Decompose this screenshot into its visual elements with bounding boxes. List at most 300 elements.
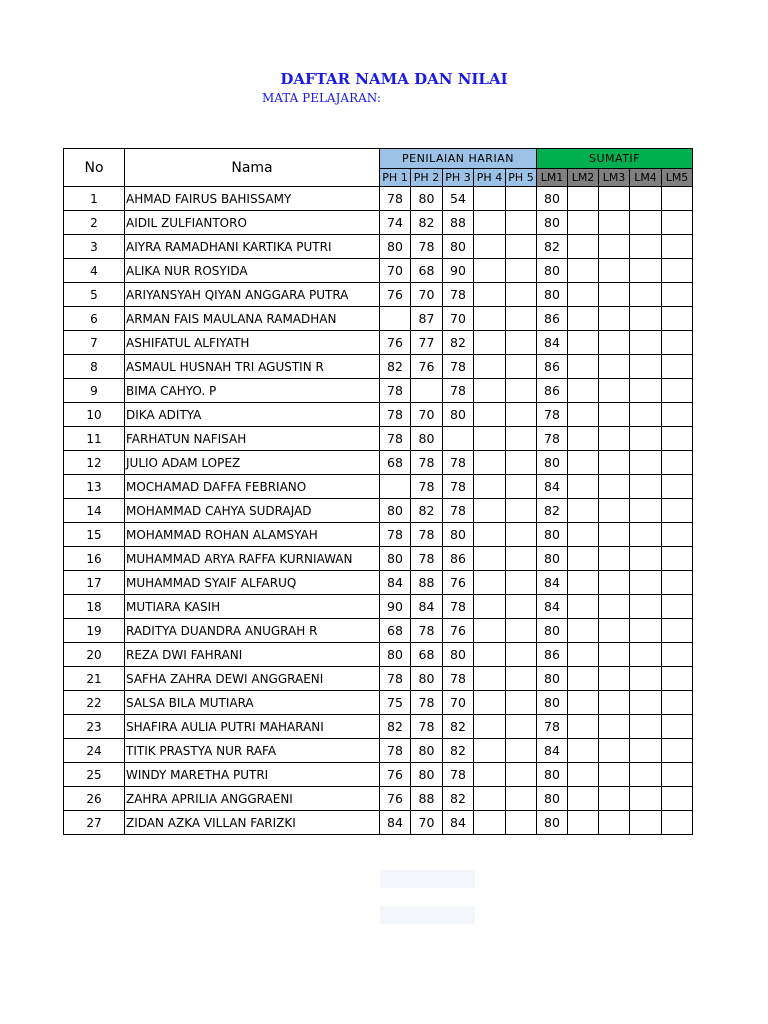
ph-1-score: 78: [380, 427, 411, 451]
student-number: 23: [64, 715, 125, 739]
ph-4-score: [474, 235, 506, 259]
lm-5-score: [662, 475, 693, 499]
ph-3-score: 78: [443, 763, 474, 787]
ph-1-score: 78: [380, 739, 411, 763]
lm-2-score: [568, 691, 599, 715]
lm-4-score: [630, 715, 662, 739]
ph-2-score: 80: [411, 739, 443, 763]
ph-4-score: [474, 811, 506, 835]
lm-1-score: 80: [537, 691, 568, 715]
lm-1-score: 80: [537, 259, 568, 283]
lm-5-score: [662, 787, 693, 811]
ph-2-score: 70: [411, 403, 443, 427]
lm-1-score: 82: [537, 235, 568, 259]
student-name: AIYRA RAMADHANI KARTIKA PUTRI: [125, 235, 380, 259]
lm-3-score: [599, 667, 630, 691]
ph-2-score: 88: [411, 787, 443, 811]
lm-5-score: [662, 811, 693, 835]
ph-5-score: [506, 259, 537, 283]
lm-4-score: [630, 379, 662, 403]
lm-2-score: [568, 619, 599, 643]
ph-5-score: [506, 283, 537, 307]
lm-1-score: 80: [537, 523, 568, 547]
ph-3-score: 90: [443, 259, 474, 283]
lm-5-score: [662, 571, 693, 595]
ph-1-score: 84: [380, 811, 411, 835]
ph-5-score: [506, 523, 537, 547]
table-row: [64, 667, 693, 691]
ph-5-score: [506, 547, 537, 571]
ph-5-score: [506, 787, 537, 811]
lm-5-score: [662, 259, 693, 283]
ph-2-score: 87: [411, 307, 443, 331]
ph-5-score: [506, 739, 537, 763]
lm-3-score: [599, 523, 630, 547]
ph-4-score: [474, 307, 506, 331]
ph-2-score: 68: [411, 259, 443, 283]
header-ph-4: PH 4: [474, 169, 506, 187]
ph-4-score: [474, 475, 506, 499]
student-number: 13: [64, 475, 125, 499]
student-name: ARIYANSYAH QIYAN ANGGARA PUTRA: [125, 283, 380, 307]
student-name: ARMAN FAIS MAULANA RAMADHAN: [125, 307, 380, 331]
table-row: [64, 811, 693, 835]
header-lm-5: LM5: [662, 169, 693, 187]
lm-1-score: 80: [537, 283, 568, 307]
ph-1-score: 78: [380, 379, 411, 403]
lm-1-score: 80: [537, 451, 568, 475]
ph-1-score: 68: [380, 451, 411, 475]
ph-2-score: 77: [411, 331, 443, 355]
ph-2-score: 82: [411, 211, 443, 235]
ph-5-score: [506, 355, 537, 379]
lm-1-score: 80: [537, 547, 568, 571]
student-number: 19: [64, 619, 125, 643]
student-number: 2: [64, 211, 125, 235]
ph-2-score: 88: [411, 571, 443, 595]
ph-4-score: [474, 547, 506, 571]
table-row: [64, 787, 693, 811]
lm-4-score: [630, 547, 662, 571]
ph-4-score: [474, 451, 506, 475]
lm-2-score: [568, 571, 599, 595]
lm-4-score: [630, 523, 662, 547]
ph-5-score: [506, 235, 537, 259]
ph-5-score: [506, 667, 537, 691]
lm-5-score: [662, 379, 693, 403]
table-row: [64, 547, 693, 571]
student-number: 26: [64, 787, 125, 811]
lm-4-score: [630, 355, 662, 379]
lm-3-score: [599, 499, 630, 523]
ph-1-score: 76: [380, 331, 411, 355]
student-name: MOHAMMAD ROHAN ALAMSYAH: [125, 523, 380, 547]
lm-2-score: [568, 427, 599, 451]
ph-5-score: [506, 691, 537, 715]
lm-2-score: [568, 547, 599, 571]
ph-3-score: 76: [443, 619, 474, 643]
ph-4-score: [474, 667, 506, 691]
student-number: 18: [64, 595, 125, 619]
table-row: [64, 691, 693, 715]
lm-4-score: [630, 403, 662, 427]
ph-5-score: [506, 763, 537, 787]
lm-2-score: [568, 379, 599, 403]
student-name: MUHAMMAD SYAIF ALFARUQ: [125, 571, 380, 595]
lm-3-score: [599, 307, 630, 331]
ph-2-score: 80: [411, 667, 443, 691]
student-rows: [64, 187, 693, 835]
lm-4-score: [630, 667, 662, 691]
ph-4-score: [474, 211, 506, 235]
ph-2-score: [411, 379, 443, 403]
student-number: 10: [64, 403, 125, 427]
lm-5-score: [662, 451, 693, 475]
ph-3-score: 78: [443, 595, 474, 619]
ph-4-score: [474, 283, 506, 307]
lm-5-score: [662, 211, 693, 235]
lm-1-score: 80: [537, 211, 568, 235]
ph-2-score: 78: [411, 523, 443, 547]
lm-2-score: [568, 211, 599, 235]
ph-1-score: 70: [380, 259, 411, 283]
ph-5-score: [506, 403, 537, 427]
ph-3-score: 76: [443, 571, 474, 595]
lm-5-score: [662, 715, 693, 739]
lm-1-score: 86: [537, 355, 568, 379]
ph-4-score: [474, 595, 506, 619]
ph-3-score: [443, 427, 474, 451]
table-row: [64, 187, 693, 211]
ph-4-score: [474, 355, 506, 379]
ph-3-score: 80: [443, 523, 474, 547]
lm-4-score: [630, 763, 662, 787]
lm-5-score: [662, 355, 693, 379]
ph-1-score: 75: [380, 691, 411, 715]
lm-2-score: [568, 331, 599, 355]
empty-cell-shade: [380, 870, 475, 888]
lm-5-score: [662, 307, 693, 331]
ph-4-score: [474, 739, 506, 763]
lm-3-score: [599, 259, 630, 283]
student-number: 6: [64, 307, 125, 331]
ph-1-score: 78: [380, 667, 411, 691]
ph-4-score: [474, 619, 506, 643]
lm-4-score: [630, 475, 662, 499]
lm-5-score: [662, 235, 693, 259]
ph-1-score: 82: [380, 355, 411, 379]
ph-3-score: 82: [443, 787, 474, 811]
ph-1-score: 74: [380, 211, 411, 235]
lm-1-score: 80: [537, 667, 568, 691]
student-name: FARHATUN NAFISAH: [125, 427, 380, 451]
student-number: 17: [64, 571, 125, 595]
ph-5-score: [506, 331, 537, 355]
student-name: WINDY MARETHA PUTRI: [125, 763, 380, 787]
student-name: ASHIFATUL ALFIYATH: [125, 331, 380, 355]
header-lm-1: LM1: [537, 169, 568, 187]
ph-2-score: 82: [411, 499, 443, 523]
lm-4-score: [630, 451, 662, 475]
lm-1-score: 78: [537, 403, 568, 427]
ph-3-score: 78: [443, 475, 474, 499]
ph-3-score: 78: [443, 283, 474, 307]
ph-1-score: [380, 475, 411, 499]
ph-5-score: [506, 595, 537, 619]
lm-5-score: [662, 283, 693, 307]
student-number: 16: [64, 547, 125, 571]
header-ph-5: PH 5: [506, 169, 537, 187]
lm-2-score: [568, 283, 599, 307]
student-number: 4: [64, 259, 125, 283]
table-row: [64, 571, 693, 595]
header-ph-3: PH 3: [443, 169, 474, 187]
lm-5-score: [662, 427, 693, 451]
ph-4-score: [474, 643, 506, 667]
ph-5-score: [506, 499, 537, 523]
lm-1-score: 84: [537, 739, 568, 763]
lm-2-score: [568, 475, 599, 499]
header-sumatif: SUMATIF: [537, 149, 693, 169]
lm-5-score: [662, 331, 693, 355]
lm-1-score: 84: [537, 475, 568, 499]
lm-3-score: [599, 283, 630, 307]
lm-5-score: [662, 595, 693, 619]
ph-2-score: 84: [411, 595, 443, 619]
lm-1-score: 80: [537, 619, 568, 643]
ph-4-score: [474, 259, 506, 283]
ph-2-score: 78: [411, 235, 443, 259]
ph-2-score: 68: [411, 643, 443, 667]
ph-5-score: [506, 619, 537, 643]
lm-1-score: 80: [537, 787, 568, 811]
student-number: 25: [64, 763, 125, 787]
lm-4-score: [630, 739, 662, 763]
lm-3-score: [599, 379, 630, 403]
lm-5-score: [662, 547, 693, 571]
ph-2-score: 80: [411, 427, 443, 451]
lm-4-score: [630, 787, 662, 811]
lm-1-score: 80: [537, 187, 568, 211]
table-row: [64, 499, 693, 523]
ph-1-score: 90: [380, 595, 411, 619]
lm-3-score: [599, 211, 630, 235]
student-name: ZIDAN AZKA VILLAN FARIZKI: [125, 811, 380, 835]
table-row: [64, 427, 693, 451]
student-number: 8: [64, 355, 125, 379]
ph-3-score: 78: [443, 355, 474, 379]
student-name: MOHAMMAD CAHYA SUDRAJAD: [125, 499, 380, 523]
lm-3-score: [599, 331, 630, 355]
student-name: AIDIL ZULFIANTORO: [125, 211, 380, 235]
ph-1-score: [380, 307, 411, 331]
lm-1-score: 86: [537, 643, 568, 667]
table-row: [64, 403, 693, 427]
lm-4-score: [630, 619, 662, 643]
header-lm-3: LM3: [599, 169, 630, 187]
ph-2-score: 78: [411, 547, 443, 571]
table-row: [64, 211, 693, 235]
lm-3-score: [599, 355, 630, 379]
ph-3-score: 78: [443, 451, 474, 475]
table-row: [64, 475, 693, 499]
ph-3-score: 86: [443, 547, 474, 571]
student-number: 15: [64, 523, 125, 547]
ph-2-score: 80: [411, 763, 443, 787]
lm-2-score: [568, 451, 599, 475]
lm-1-score: 84: [537, 571, 568, 595]
header-penilaian-harian: PENILAIAN HARIAN: [380, 149, 537, 169]
lm-1-score: 80: [537, 811, 568, 835]
ph-2-score: 70: [411, 811, 443, 835]
lm-3-score: [599, 619, 630, 643]
lm-4-score: [630, 331, 662, 355]
lm-1-score: 80: [537, 763, 568, 787]
lm-5-score: [662, 643, 693, 667]
ph-3-score: 54: [443, 187, 474, 211]
lm-2-score: [568, 763, 599, 787]
ph-5-score: [506, 643, 537, 667]
student-number: 5: [64, 283, 125, 307]
table-row: [64, 595, 693, 619]
lm-4-score: [630, 427, 662, 451]
student-number: 1: [64, 187, 125, 211]
student-name: SHAFIRA AULIA PUTRI MAHARANI: [125, 715, 380, 739]
lm-2-score: [568, 595, 599, 619]
lm-1-score: 86: [537, 379, 568, 403]
ph-1-score: 76: [380, 763, 411, 787]
lm-3-score: [599, 811, 630, 835]
student-name: REZA DWI FAHRANI: [125, 643, 380, 667]
student-name: ZAHRA APRILIA ANGGRAENI: [125, 787, 380, 811]
ph-1-score: 80: [380, 499, 411, 523]
ph-5-score: [506, 427, 537, 451]
lm-4-score: [630, 307, 662, 331]
ph-4-score: [474, 187, 506, 211]
student-number: 3: [64, 235, 125, 259]
ph-1-score: 82: [380, 715, 411, 739]
ph-2-score: 78: [411, 619, 443, 643]
lm-1-score: 84: [537, 331, 568, 355]
lm-5-score: [662, 403, 693, 427]
student-name: RADITYA DUANDRA ANUGRAH R: [125, 619, 380, 643]
lm-1-score: 82: [537, 499, 568, 523]
ph-4-score: [474, 331, 506, 355]
table-row: [64, 307, 693, 331]
ph-5-score: [506, 715, 537, 739]
lm-4-score: [630, 235, 662, 259]
lm-3-score: [599, 715, 630, 739]
ph-2-score: 78: [411, 691, 443, 715]
student-number: 22: [64, 691, 125, 715]
student-name: ASMAUL HUSNAH TRI AGUSTIN R: [125, 355, 380, 379]
page-title: DAFTAR NAMA DAN NILAI: [280, 70, 508, 88]
lm-3-score: [599, 643, 630, 667]
lm-4-score: [630, 283, 662, 307]
lm-2-score: [568, 235, 599, 259]
lm-4-score: [630, 643, 662, 667]
lm-2-score: [568, 403, 599, 427]
lm-4-score: [630, 187, 662, 211]
student-name: MOCHAMAD DAFFA FEBRIANO: [125, 475, 380, 499]
student-name: ALIKA NUR ROSYIDA: [125, 259, 380, 283]
lm-2-score: [568, 187, 599, 211]
ph-2-score: 80: [411, 187, 443, 211]
grade-table: [63, 148, 693, 835]
lm-1-score: 84: [537, 595, 568, 619]
student-name: MUTIARA KASIH: [125, 595, 380, 619]
ph-3-score: 82: [443, 739, 474, 763]
student-number: 20: [64, 643, 125, 667]
empty-cell-shade: [380, 906, 475, 924]
ph-3-score: 78: [443, 499, 474, 523]
lm-2-score: [568, 715, 599, 739]
ph-5-score: [506, 475, 537, 499]
ph-4-score: [474, 403, 506, 427]
ph-2-score: 78: [411, 475, 443, 499]
ph-1-score: 80: [380, 547, 411, 571]
ph-2-score: 78: [411, 715, 443, 739]
student-number: 9: [64, 379, 125, 403]
lm-2-score: [568, 523, 599, 547]
ph-3-score: 70: [443, 691, 474, 715]
lm-4-score: [630, 595, 662, 619]
ph-3-score: 80: [443, 403, 474, 427]
lm-2-score: [568, 643, 599, 667]
ph-4-score: [474, 715, 506, 739]
lm-2-score: [568, 811, 599, 835]
lm-2-score: [568, 355, 599, 379]
student-number: 12: [64, 451, 125, 475]
student-name: AHMAD FAIRUS BAHISSAMY: [125, 187, 380, 211]
ph-2-score: 70: [411, 283, 443, 307]
student-number: 11: [64, 427, 125, 451]
lm-3-score: [599, 739, 630, 763]
lm-5-score: [662, 523, 693, 547]
student-number: 7: [64, 331, 125, 355]
ph-4-score: [474, 571, 506, 595]
student-number: 24: [64, 739, 125, 763]
ph-1-score: 78: [380, 523, 411, 547]
lm-2-score: [568, 787, 599, 811]
ph-3-score: 82: [443, 331, 474, 355]
ph-3-score: 82: [443, 715, 474, 739]
lm-2-score: [568, 307, 599, 331]
table-row: [64, 355, 693, 379]
lm-3-score: [599, 547, 630, 571]
ph-1-score: 76: [380, 283, 411, 307]
lm-5-score: [662, 187, 693, 211]
ph-4-score: [474, 523, 506, 547]
lm-4-score: [630, 259, 662, 283]
table-row: [64, 739, 693, 763]
student-name: BIMA CAHYO. P: [125, 379, 380, 403]
lm-3-score: [599, 187, 630, 211]
lm-5-score: [662, 739, 693, 763]
lm-3-score: [599, 451, 630, 475]
lm-3-score: [599, 427, 630, 451]
lm-2-score: [568, 499, 599, 523]
ph-3-score: 88: [443, 211, 474, 235]
ph-2-score: 78: [411, 451, 443, 475]
ph-3-score: 80: [443, 643, 474, 667]
ph-3-score: 78: [443, 667, 474, 691]
lm-4-score: [630, 811, 662, 835]
table-row: [64, 259, 693, 283]
table-row: [64, 763, 693, 787]
ph-5-score: [506, 571, 537, 595]
lm-5-score: [662, 667, 693, 691]
